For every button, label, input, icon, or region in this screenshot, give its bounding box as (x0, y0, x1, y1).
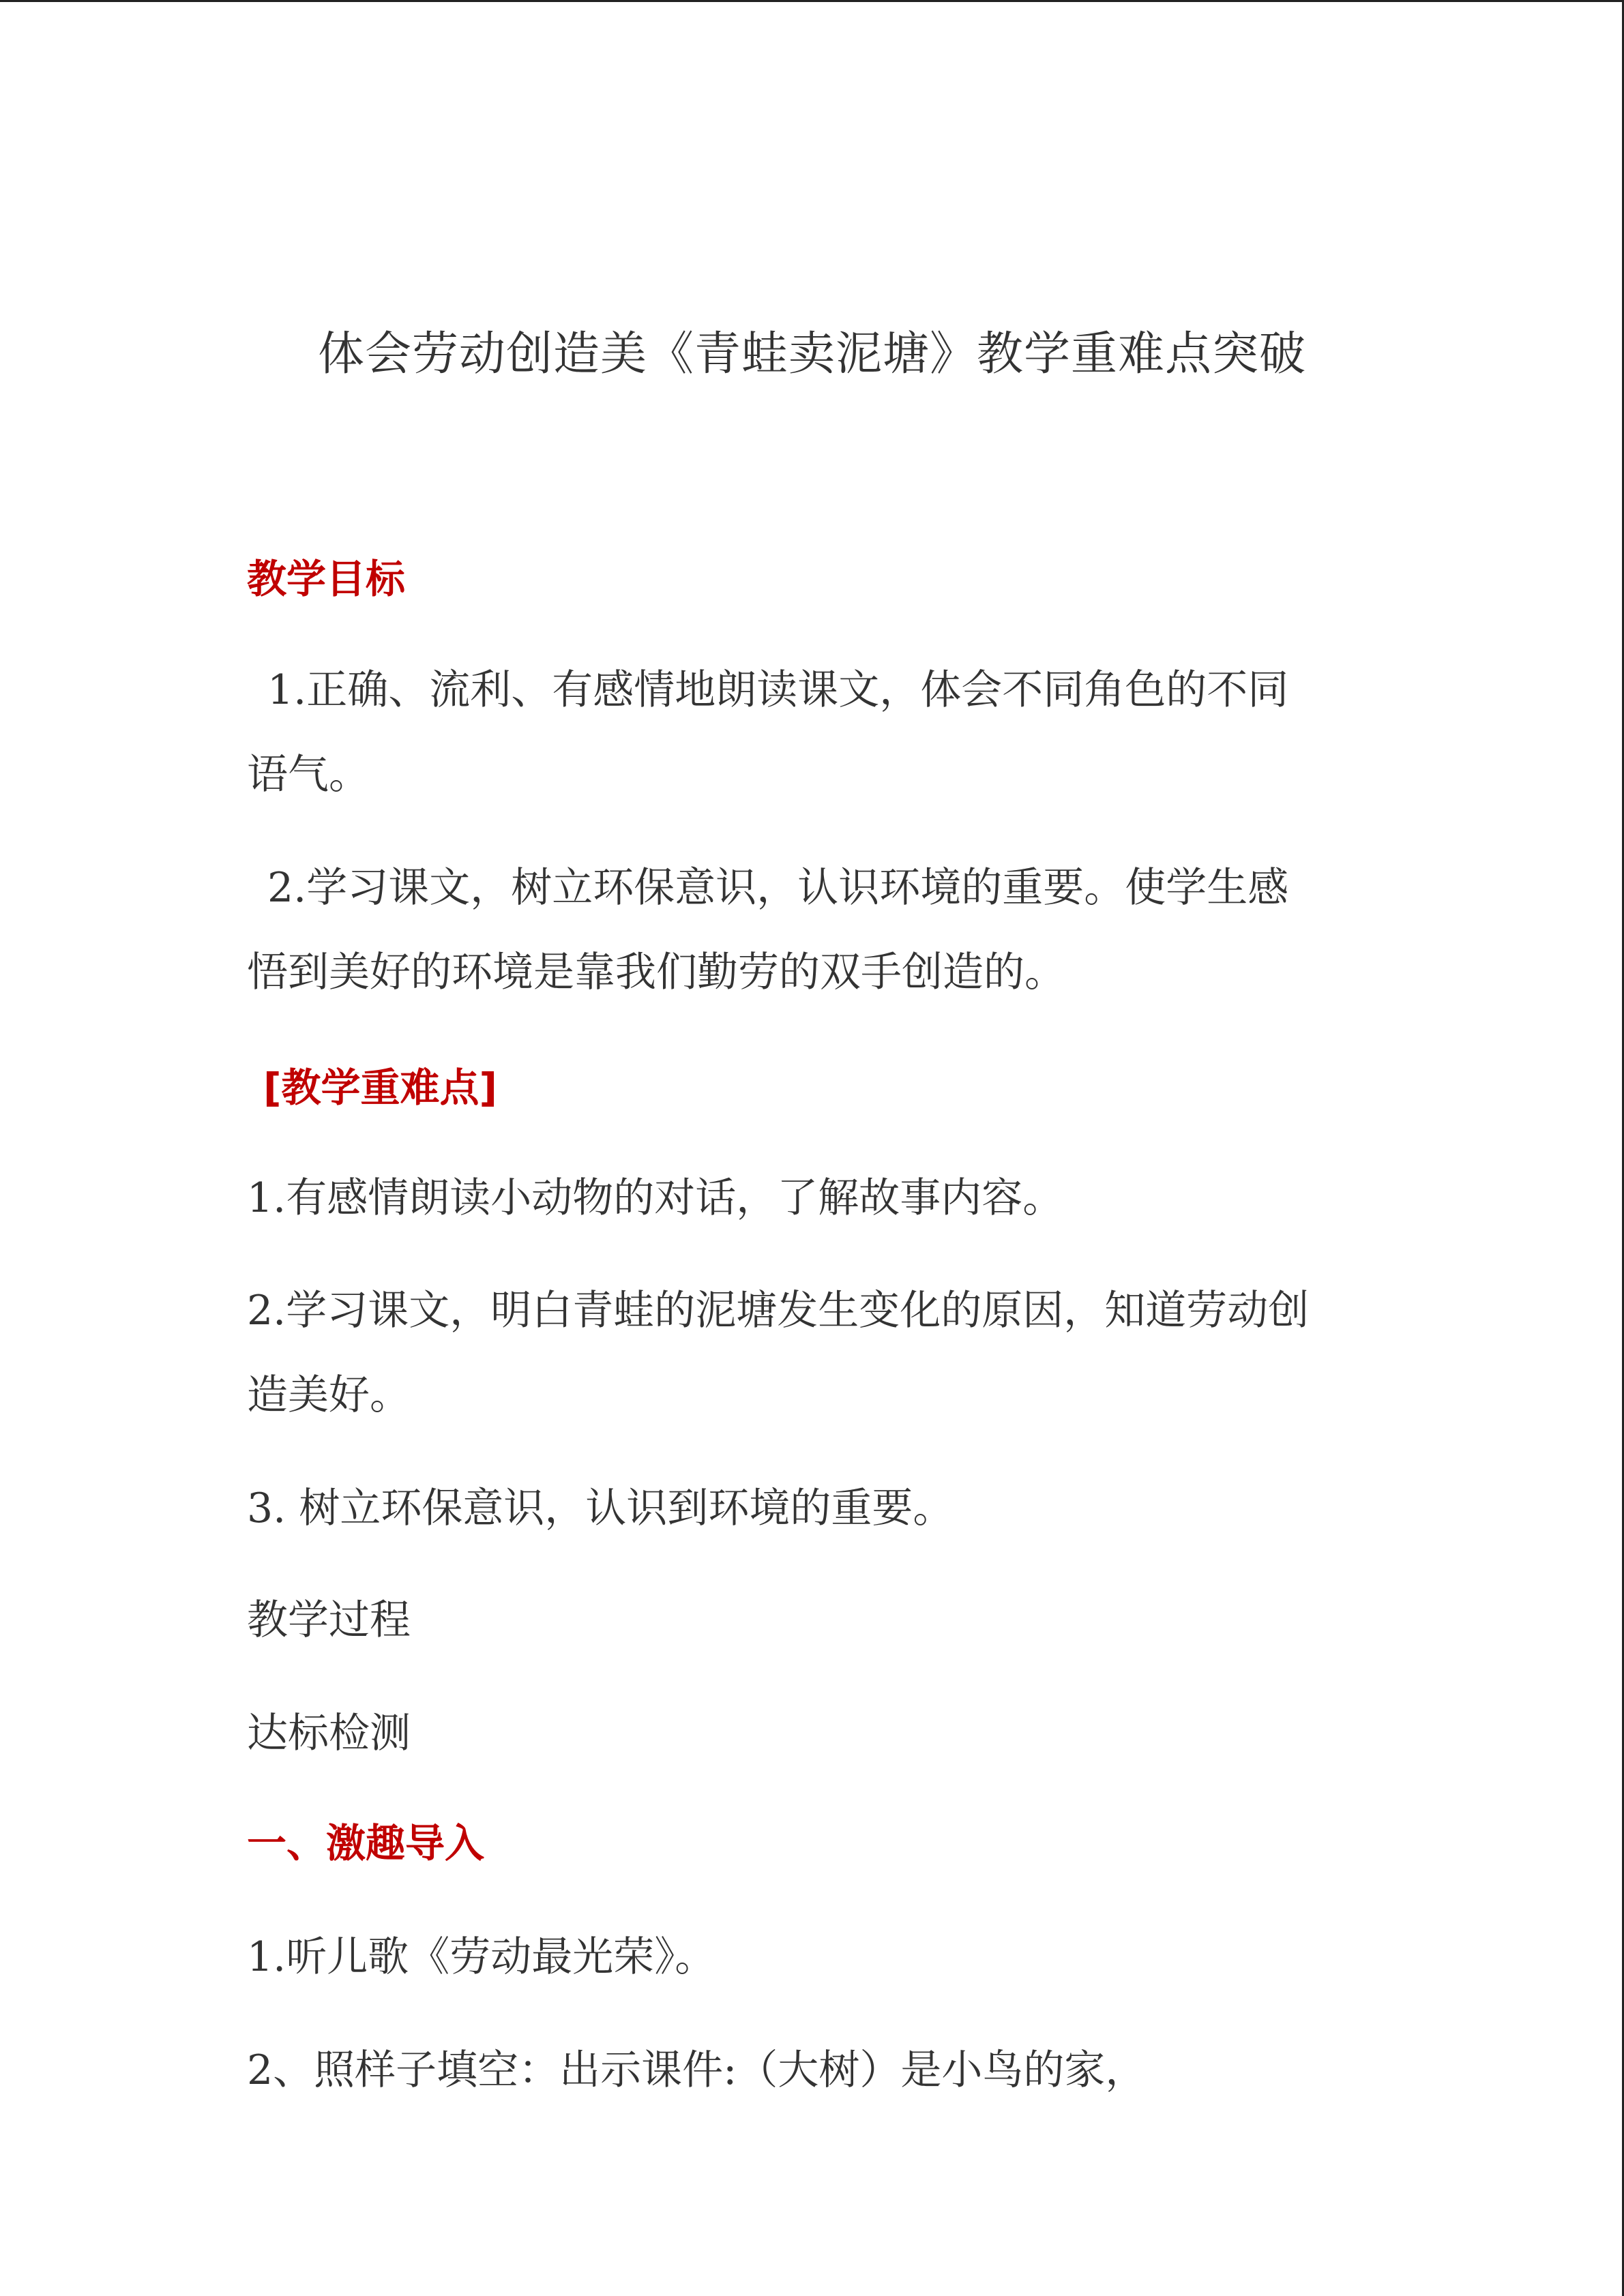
objective-2-line-2: 悟到美好的环境是靠我们勤劳的双手创造的。 (247, 949, 1065, 996)
process-label: 教学过程 (247, 1596, 411, 1644)
objective-1-line-2: 语气。 (247, 751, 370, 799)
intro-item-2: 2、照样子填空：出示课件:（大树）是小鸟的家， (247, 2046, 1147, 2094)
key-points-heading: [教学重难点] (263, 1064, 498, 1111)
intro-item-1: 1.听儿歌《劳动最光荣》。 (247, 1933, 716, 1981)
key-point-1: 1.有感情朗读小动物的对话，了解故事内容。 (247, 1174, 1064, 1222)
key-point-3: 3. 树立环保意识，认识到环境的重要。 (247, 1485, 954, 1532)
intro-heading: 一、激趣导入 (247, 1820, 485, 1866)
assessment-label: 达标检测 (247, 1710, 411, 1757)
objectives-heading: 教学目标 (247, 556, 406, 602)
objective-2-line-1: 2.学习课文，树立环保意识，认识环境的重要。使学生感 (267, 864, 1289, 912)
key-point-2-line-1: 2.学习课文，明白青蛙的泥塘发生变化的原因，知道劳动创 (247, 1287, 1310, 1335)
objective-1-line-1: 1.正确、流利、有感情地朗读课文，体会不同角色的不同 (267, 666, 1289, 714)
key-point-2-line-2: 造美好。 (247, 1371, 411, 1419)
document-title: 体会劳动创造美《青蛙卖泥塘》教学重难点突破 (317, 327, 1306, 381)
